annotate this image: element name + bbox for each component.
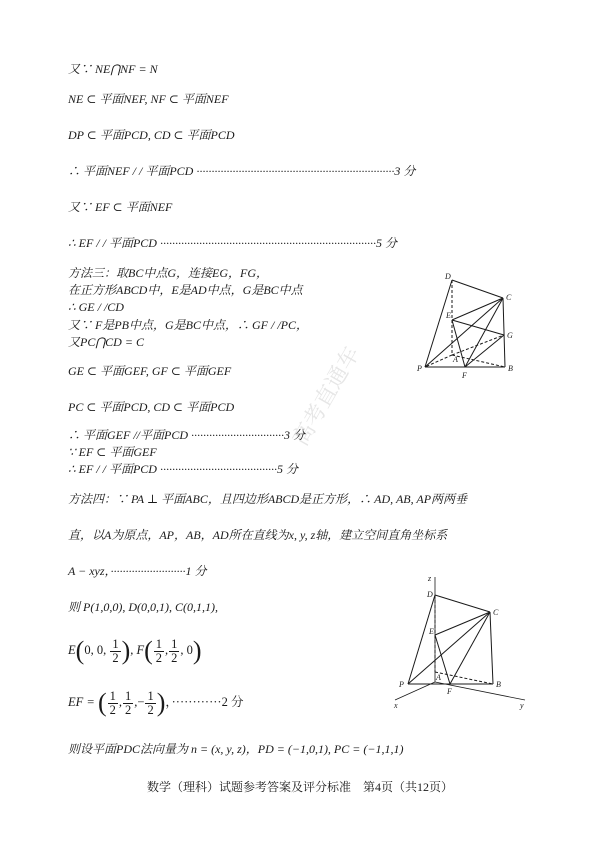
formula-EF-vector: EF = ( $\frac{1}{2}$ , $\frac{1}{2}$ ,− $\frac{1}{2}$ )，············2 分 <box>68 688 244 717</box>
edge-EC <box>452 298 503 320</box>
label-B: B <box>496 680 501 689</box>
text-line-11: 又PC⋂CD = C <box>68 335 144 349</box>
text-line-20: 则 P(1,0,0), D(0,0,1), C(0,1,1), <box>68 600 218 614</box>
text-line-13: PC ⊂ 平面PCD, CD ⊂ 平面PCD <box>68 400 235 414</box>
text-line-14: ∴ 平面GEF //平面PCD ·······························3 分 <box>68 428 305 442</box>
formula-E-F-coordinates: E(0, 0, $\frac{1}{2}$ ), F( $\frac{1}{2}$ , $\frac{1}{2}$ , 0) <box>68 636 202 665</box>
edge-PD <box>408 595 435 684</box>
text-line-1: 又∵ NE⋂NF = N <box>68 62 158 76</box>
text-line-16: ∴ EF / / 平面PCD ·······································5 分 <box>68 462 298 476</box>
edge-GF <box>465 335 504 367</box>
edge-CF <box>465 298 503 367</box>
text-line-3: DP ⊂ 平面PCD, CD ⊂ 平面PCD <box>68 128 235 142</box>
label-A: A <box>453 355 458 364</box>
text-line-5: 又∵ EF ⊂ 平面NEF <box>68 200 173 214</box>
pyramid-figure-2 <box>390 572 530 712</box>
edge-EG <box>452 320 504 335</box>
text-line-18: 直，以A为原点，AP，AB，AD所在直线为x, y, z轴，建立空间直角坐标系 <box>68 528 448 542</box>
text-line-15: ∵ EF ⊂ 平面GEF <box>68 445 157 459</box>
text-line-19: A − xyz，·························1 分 <box>68 564 207 578</box>
label-F: F <box>462 371 467 380</box>
label-D: D <box>445 272 451 281</box>
edge-PC <box>408 612 490 684</box>
label-P: P <box>399 680 404 689</box>
text-line-9: ∴ GE / /CD <box>68 300 124 314</box>
text-line-4: ∴ 平面NEF / / 平面PCD ··································································3 分 <box>68 164 416 178</box>
label-A: A <box>436 673 441 682</box>
label-y: y <box>520 701 524 710</box>
edge-CB <box>503 298 505 367</box>
label-F: F <box>447 687 452 696</box>
edge-PD <box>425 280 452 367</box>
text-line-7: 方法三：取BC中点G，连接EG，FG， <box>68 266 268 280</box>
edge-CF <box>450 612 490 684</box>
pyramid-figure-1 <box>415 270 525 382</box>
text-line-10: 又∵ F是PB中点，G是BC中点，∴ GF / /PC， <box>68 318 308 332</box>
edge-AG <box>452 335 504 355</box>
edge-EC <box>435 612 490 635</box>
label-E: E <box>446 311 451 320</box>
edge-DC <box>435 595 490 612</box>
label-z: z <box>428 574 432 583</box>
text-line-8: 在正方形ABCD中，E是AD中点，G是BC中点 <box>68 283 303 297</box>
label-B: B <box>508 364 513 373</box>
edge-AB <box>435 672 493 684</box>
text-line-2: NE ⊂ 平面NEF, NF ⊂ 平面NEF <box>68 92 229 106</box>
text-line-17: 方法四：∵ PA ⊥ 平面ABC，且四边形ABCD是正方形，∴ AD, AB, AP两两垂 <box>68 492 468 506</box>
text-line-23: 则设平面PDC法向量为 n = (x, y, z)，PD = (−1,0,1), PC = (−1,1,1) <box>68 742 404 756</box>
edge-DC <box>452 280 503 298</box>
text-line-6: ∴ EF / / 平面PCD ········································································5 分 <box>68 236 397 250</box>
label-G: G <box>507 331 513 340</box>
label-E: E <box>429 627 434 636</box>
edge-AP <box>425 355 452 367</box>
watermark: 高考直通车 <box>287 342 365 450</box>
label-x: x <box>394 701 398 710</box>
edge-PC <box>425 298 503 367</box>
label-C: C <box>506 293 512 302</box>
page-footer: 数学（理科）试题参考答案及评分标准 第4页（共12页） <box>146 780 453 794</box>
edge-AB <box>452 355 505 367</box>
label-C: C <box>493 608 499 617</box>
label-P: P <box>417 364 422 373</box>
label-D: D <box>427 590 433 599</box>
text-line-12: GE ⊂ 平面GEF, GF ⊂ 平面GEF <box>68 364 232 378</box>
edge-CB <box>490 612 493 684</box>
